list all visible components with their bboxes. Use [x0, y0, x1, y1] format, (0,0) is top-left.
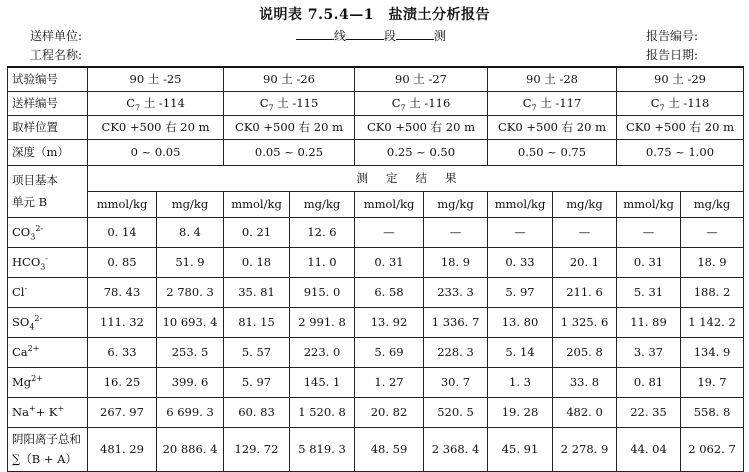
test-no-cell: 90 土 -26 — [224, 67, 355, 91]
sender-unit-label: 送样单位: — [30, 29, 83, 43]
ion-value-cell: 5. 31 — [617, 277, 681, 307]
location-row — [8, 115, 744, 139]
ion-value-cell: 18. 9 — [424, 247, 488, 277]
ion-sub: 3 — [40, 262, 46, 272]
sample-no-label: 送样编号 — [8, 91, 88, 115]
sample-no-cell — [617, 91, 744, 115]
ion-value-cell: 51. 9 — [157, 247, 224, 277]
line-blank — [296, 27, 334, 40]
unit-cell: mg/kg — [290, 191, 355, 217]
unit-cell: mmol/kg — [617, 191, 681, 217]
ion-value-cell: 1. 3 — [488, 367, 553, 397]
ion-value-cell: 205. 8 — [553, 337, 617, 367]
sample-no-cell — [224, 91, 355, 115]
location-cell: CK0 +500 右 20 m — [224, 115, 355, 139]
total-cell: 20 886. 4 — [157, 427, 224, 471]
sample-no-row — [8, 91, 744, 115]
unit-cell: mmol/kg — [355, 191, 424, 217]
sample-subscript: 7 — [531, 103, 537, 113]
test-no-cell: 90 土 -27 — [355, 67, 488, 91]
ion-value-cell: 0. 81 — [617, 367, 681, 397]
units-row — [8, 191, 744, 217]
ion-value-cell: 0. 31 — [355, 247, 424, 277]
ion-value-cell: 8. 4 — [157, 217, 224, 247]
depth-label: 深度（m） — [8, 139, 88, 165]
ion-value-cell: 223. 0 — [290, 337, 355, 367]
test-no-row — [8, 67, 744, 91]
report-date-label: 报告日期: — [646, 48, 699, 62]
sample-value: 土 -118 — [668, 96, 710, 110]
total-cell: 481. 29 — [88, 427, 157, 471]
ion-value-cell: 2 780. 3 — [157, 277, 224, 307]
ion-value-cell: 399. 6 — [157, 367, 224, 397]
ion-value-cell: 33. 8 — [553, 367, 617, 397]
ion-value-cell: 6. 33 — [88, 337, 157, 367]
depth-cell: 0 ~ 0.05 — [88, 139, 224, 165]
ion-value-cell: 6 699. 3 — [157, 397, 224, 427]
ion-value-cell: 6. 58 — [355, 277, 424, 307]
total-cell: 48. 59 — [355, 427, 424, 471]
unit-cell: mmol/kg — [224, 191, 290, 217]
unit-cell: mmol/kg — [488, 191, 553, 217]
ion-value-cell: 188. 2 — [681, 277, 744, 307]
ion-sup: + — [28, 404, 36, 414]
ion-sup: - — [45, 254, 49, 264]
location-cell: CK0 +500 右 20 m — [617, 115, 744, 139]
ion-value-cell: 1 325. 6 — [553, 307, 617, 337]
result-title: 测定结果 — [88, 165, 744, 191]
sample-subscript: 7 — [135, 103, 141, 113]
sample-prefix: C — [259, 96, 269, 110]
ion-value-cell: 13. 92 — [355, 307, 424, 337]
total-label-line1: 阴阳离子总和 — [12, 432, 81, 446]
ion-value-cell: 19. 7 — [681, 367, 744, 397]
ion-rows — [8, 217, 744, 427]
ion-value-cell: 5. 97 — [224, 367, 290, 397]
ion-value-cell: 915. 0 — [290, 277, 355, 307]
sample-no-cell — [88, 91, 224, 115]
line-label: 线 — [334, 29, 347, 43]
ion-value-cell: — — [424, 217, 488, 247]
ion-row — [8, 397, 744, 427]
ion-base: Cl — [12, 285, 25, 299]
ion-label — [8, 337, 88, 367]
ion-value-cell: 134. 9 — [681, 337, 744, 367]
ion-value-cell: 12. 6 — [290, 217, 355, 247]
ion-label — [8, 367, 88, 397]
ion-label — [8, 277, 88, 307]
ion-value-cell: 253. 5 — [157, 337, 224, 367]
ion-value-cell: 233. 3 — [424, 277, 488, 307]
ion-value-cell: 1 336. 7 — [424, 307, 488, 337]
ion-sup: 2+ — [27, 344, 40, 354]
sample-prefix: C — [650, 96, 660, 110]
ion-value-cell: — — [355, 217, 424, 247]
ion-value-cell: 3. 37 — [617, 337, 681, 367]
unit-cell: mmol/kg — [88, 191, 157, 217]
location-cell: CK0 +500 右 20 m — [488, 115, 617, 139]
item-header — [8, 165, 88, 217]
ion-label — [8, 397, 88, 427]
total-row — [8, 427, 744, 471]
ion-value-cell: 1 520. 8 — [290, 397, 355, 427]
ion-sup: - — [24, 284, 28, 294]
survey-label: 测 — [434, 29, 447, 43]
item-header-line2: 单元 B — [12, 195, 48, 209]
unit-cell: mg/kg — [681, 191, 744, 217]
sample-value: 土 -117 — [540, 96, 582, 110]
ion-value-cell: — — [617, 217, 681, 247]
total-cell: 44. 04 — [617, 427, 681, 471]
ion-value-cell: 0. 18 — [224, 247, 290, 277]
ion-value-cell: 228. 3 — [424, 337, 488, 367]
location-blanks — [296, 27, 446, 44]
depth-row — [8, 139, 744, 165]
total-cell: 2 062. 7 — [681, 427, 744, 471]
ion-value-cell: 13. 80 — [488, 307, 553, 337]
ion-value-cell: 19. 28 — [488, 397, 553, 427]
unit-cell: mg/kg — [157, 191, 224, 217]
ion-value-cell: 0. 31 — [617, 247, 681, 277]
ion-extra-sup: + — [57, 404, 65, 414]
ion-value-cell: — — [553, 217, 617, 247]
item-header-line1: 项目基本 — [12, 173, 58, 187]
sample-subscript: 7 — [659, 103, 665, 113]
ion-base: Na — [12, 405, 29, 419]
test-no-cell: 90 土 -25 — [88, 67, 224, 91]
total-cell: 2 278. 9 — [553, 427, 617, 471]
ion-sub: 4 — [29, 322, 35, 332]
ion-row — [8, 367, 744, 397]
ion-value-cell: 60. 83 — [224, 397, 290, 427]
sample-value: 土 -115 — [277, 96, 319, 110]
ion-value-cell: 267. 97 — [88, 397, 157, 427]
ion-value-cell: 20. 82 — [355, 397, 424, 427]
test-no-cell: 90 土 -28 — [488, 67, 617, 91]
depth-cell: 0.05 ~ 0.25 — [224, 139, 355, 165]
ion-value-cell: 1. 27 — [355, 367, 424, 397]
ion-sup: 2- — [34, 314, 43, 324]
ion-base: SO — [12, 315, 30, 329]
project-name-label: 工程名称: — [30, 48, 83, 62]
ion-value-cell: 10 693. 4 — [157, 307, 224, 337]
ion-value-cell: 20. 1 — [553, 247, 617, 277]
total-cell: 45. 91 — [488, 427, 553, 471]
total-label-line2: ∑（B + A） — [12, 452, 77, 466]
ion-value-cell: 145. 1 — [290, 367, 355, 397]
ion-sup: 2+ — [31, 374, 43, 384]
ion-row — [8, 217, 744, 247]
test-no-label: 试验编号 — [8, 67, 88, 91]
ion-value-cell: 11. 0 — [290, 247, 355, 277]
ion-value-cell: 11. 89 — [617, 307, 681, 337]
ion-value-cell: 0. 33 — [488, 247, 553, 277]
depth-cell: 0.75 ~ 1.00 — [617, 139, 744, 165]
location-label: 取样位置 — [8, 115, 88, 139]
sample-value: 土 -114 — [143, 96, 185, 110]
total-cell: 129. 72 — [224, 427, 290, 471]
depth-cell: 0.50 ~ 0.75 — [488, 139, 617, 165]
sample-prefix: C — [522, 96, 532, 110]
ion-label — [8, 217, 88, 247]
report-no-label: 报告编号: — [646, 29, 699, 43]
ion-extra-base: + K — [35, 405, 58, 419]
sample-value: 土 -116 — [409, 96, 451, 110]
ion-value-cell: 482. 0 — [553, 397, 617, 427]
section-blank — [346, 27, 384, 40]
report-title: 说明表 7.5.4—1 盐渍土分析报告 — [258, 7, 491, 23]
ion-label — [8, 247, 88, 277]
ion-label — [8, 307, 88, 337]
sample-subscript: 7 — [268, 103, 274, 113]
ion-value-cell: 5. 14 — [488, 337, 553, 367]
ion-value-cell: — — [681, 217, 744, 247]
ion-base: HCO — [12, 255, 41, 269]
ion-value-cell: 81. 15 — [224, 307, 290, 337]
ion-base: Mg — [12, 375, 32, 389]
section-label: 段 — [384, 29, 397, 43]
ion-row — [8, 247, 744, 277]
ion-value-cell: 16. 25 — [88, 367, 157, 397]
ion-value-cell: 0. 21 — [224, 217, 290, 247]
location-cell: CK0 +500 右 20 m — [355, 115, 488, 139]
ion-value-cell: 211. 6 — [553, 277, 617, 307]
ion-row — [8, 307, 744, 337]
ion-sup: 2- — [35, 224, 44, 234]
sample-subscript: 7 — [400, 103, 406, 113]
sample-no-cell — [488, 91, 617, 115]
ion-value-cell: 78. 43 — [88, 277, 157, 307]
location-cell: CK0 +500 右 20 m — [88, 115, 224, 139]
unit-cell: mg/kg — [424, 191, 488, 217]
ion-value-cell: 18. 9 — [681, 247, 744, 277]
total-cell: 5 819. 3 — [290, 427, 355, 471]
ion-value-cell: 111. 32 — [88, 307, 157, 337]
ion-value-cell: 35. 81 — [224, 277, 290, 307]
total-label — [8, 427, 88, 471]
analysis-table — [7, 66, 744, 472]
ion-value-cell: 520. 5 — [424, 397, 488, 427]
sample-prefix: C — [391, 96, 401, 110]
ion-row — [8, 337, 744, 367]
ion-value-cell: 5. 69 — [355, 337, 424, 367]
ion-base: CO — [12, 225, 31, 239]
sample-prefix: C — [126, 96, 136, 110]
ion-value-cell: 558. 8 — [681, 397, 744, 427]
ion-value-cell: 0. 85 — [88, 247, 157, 277]
ion-value-cell: 2 991. 8 — [290, 307, 355, 337]
ion-value-cell: 1 142. 2 — [681, 307, 744, 337]
ion-value-cell: 5. 97 — [488, 277, 553, 307]
test-no-cell: 90 土 -29 — [617, 67, 744, 91]
ion-row — [8, 277, 744, 307]
ion-value-cell: 30. 7 — [424, 367, 488, 397]
sample-no-cell — [355, 91, 488, 115]
unit-cell: mg/kg — [553, 191, 617, 217]
depth-cell: 0.25 ~ 0.50 — [355, 139, 488, 165]
ion-sub: 3 — [30, 232, 36, 242]
ion-value-cell: 0. 14 — [88, 217, 157, 247]
result-header-row — [8, 165, 744, 191]
ion-value-cell: 5. 57 — [224, 337, 290, 367]
survey-blank — [396, 27, 434, 40]
total-cell: 2 368. 4 — [424, 427, 488, 471]
ion-value-cell: — — [488, 217, 553, 247]
ion-base: Ca — [12, 345, 28, 359]
ion-value-cell: 22. 35 — [617, 397, 681, 427]
